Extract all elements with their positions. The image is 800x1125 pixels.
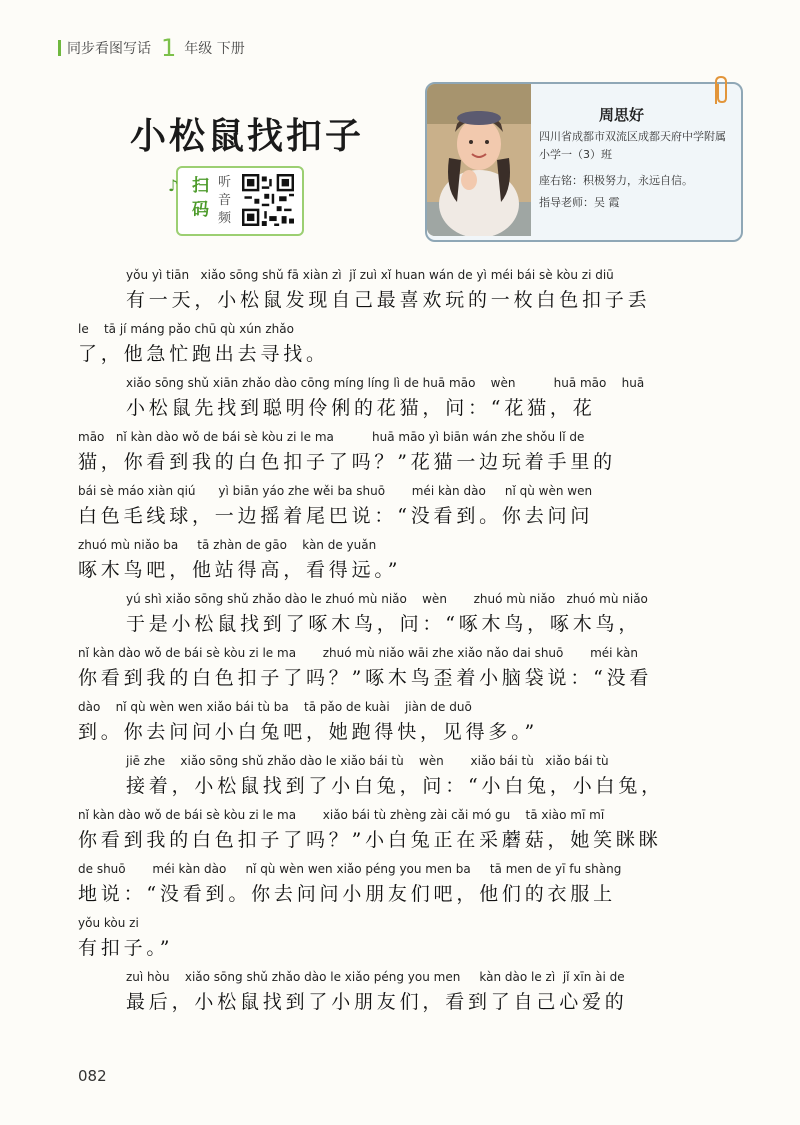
pinyin-line: zuì hòu xiǎo sōng shǔ zhǎo dào le xiǎo péng you men kàn dào le zì jǐ xīn ài de (126, 970, 625, 984)
story-line (78, 643, 740, 697)
pinyin-line: nǐ kàn dào wǒ de bái sè kòu zi le ma xiǎo bái tù zhèng zài cǎi mó gu tā xiào mī mī (78, 808, 605, 822)
story-line (78, 967, 740, 1021)
hanzi-line: 了，他急忙跑出去寻找。 (78, 343, 329, 365)
qr-scan-label: 扫码 (192, 176, 209, 220)
hanzi-line: 有一天，小松鼠发现自己最喜欢玩的一枚白色扣子丢 (126, 289, 651, 311)
hanzi-line: 接着，小松鼠找到了小白兔，问：“小白兔，小白兔， (126, 775, 664, 797)
story-line (78, 589, 740, 643)
story-line (78, 373, 740, 427)
author-card (425, 82, 743, 242)
pinyin-line: dào nǐ qù wèn wen xiǎo bái tù ba tā pǎo de kuài jiàn de duō (78, 700, 472, 714)
hanzi-line: 于是小松鼠找到了啄木鸟，问：“啄木鸟，啄木鸟， (126, 613, 642, 635)
pinyin-line: yǒu yì tiān xiǎo sōng shǔ fā xiàn zì jǐ zuì xǐ huan wán de yì méi bái sè kòu zi diū (126, 268, 614, 282)
page-number: 082 (78, 1067, 107, 1085)
story-title: 小松鼠找扣子 (130, 115, 365, 157)
story-body (78, 265, 740, 1021)
story-line (78, 427, 740, 481)
hanzi-line: 到。你去问问小白兔吧，她跑得快，见得多。” (78, 721, 539, 743)
pinyin-line: nǐ kàn dào wǒ de bái sè kòu zi le ma zhuó mù niǎo wāi zhe xiǎo nǎo dai shuō méi kàn (78, 646, 638, 660)
pinyin-line: bái sè máo xiàn qiú yì biān yáo zhe wěi ba shuō méi kàn dào nǐ qù wèn wen (78, 484, 593, 498)
pinyin-line: xiǎo sōng shǔ xiān zhǎo dào cōng míng líng lì de huā māo wèn huā māo huā (126, 376, 645, 390)
pinyin-line: yú shì xiǎo sōng shǔ zhǎo dào le zhuó mù niǎo wèn zhuó mù niǎo zhuó mù niǎo (126, 592, 648, 606)
hanzi-line: 你看到我的白色扣子了吗？”啄木鸟歪着小脑袋说：“没看 (78, 667, 653, 689)
story-line (78, 319, 740, 373)
hanzi-line: 猫，你看到我的白色扣子了吗？”花猫一边玩着手里的 (78, 451, 616, 473)
paperclip-icon (707, 74, 733, 106)
header-series-title: 同步看图写话 (67, 41, 151, 57)
hanzi-line: 白色毛线球，一边摇着尾巴说：“没看到。你去问问 (78, 505, 594, 527)
author-photo (427, 84, 531, 236)
running-header (58, 36, 245, 60)
hanzi-line: 最后，小松鼠找到了小朋友们，看到了自己心爱的 (126, 991, 628, 1013)
qr-listen-label: 听音频 (218, 175, 232, 226)
story-line (78, 859, 740, 913)
header-grade-number: 1 (161, 34, 177, 62)
story-line (78, 805, 740, 859)
music-note-icon: ♪ (168, 176, 179, 195)
author-name: 周思好 (599, 106, 645, 124)
hanzi-line: 有扣子。” (78, 937, 174, 959)
story-line (78, 535, 740, 589)
qr-code-icon[interactable] (242, 174, 294, 226)
story-line (78, 913, 740, 967)
qr-audio-box[interactable] (168, 166, 304, 236)
author-motto: 座右铭：积极努力，永远自信。 (539, 174, 693, 187)
pinyin-line: de shuō méi kàn dào nǐ qù wèn wen xiǎo péng you men ba tā men de yī fu shàng (78, 862, 622, 876)
author-school: 四川省成都市双流区成都天府中学附属小学一（3）班 (539, 130, 726, 161)
author-teacher: 指导老师：吴 霞 (539, 196, 620, 209)
hanzi-line: 啄木鸟吧，他站得高，看得远。” (78, 559, 402, 581)
hanzi-line: 你看到我的白色扣子了吗？”小白兔正在采蘑菇，她笑眯眯 (78, 829, 662, 851)
pinyin-line: yǒu kòu zi (78, 916, 139, 930)
pinyin-line: māo nǐ kàn dào wǒ de bái sè kòu zi le ma huā māo yì biān wán zhe shǒu lǐ de (78, 430, 585, 444)
hanzi-line: 小松鼠先找到聪明伶俐的花猫，问：“花猫，花 (126, 397, 596, 419)
story-line (78, 751, 740, 805)
story-line (78, 481, 740, 535)
header-accent-bar (58, 40, 61, 56)
pinyin-line: le tā jí máng pǎo chū qù xún zhǎo (78, 322, 294, 336)
story-line (78, 265, 740, 319)
header-grade-label: 年级 下册 (184, 41, 245, 57)
story-line (78, 697, 740, 751)
hanzi-line: 地说：“没看到。你去问问小朋友们吧，他们的衣服上 (78, 883, 616, 905)
pinyin-line: jiē zhe xiǎo sōng shǔ zhǎo dào le xiǎo bái tù wèn xiǎo bái tù xiǎo bái tù (126, 754, 609, 768)
pinyin-line: zhuó mù niǎo ba tā zhàn de gāo kàn de yuǎn (78, 538, 377, 552)
